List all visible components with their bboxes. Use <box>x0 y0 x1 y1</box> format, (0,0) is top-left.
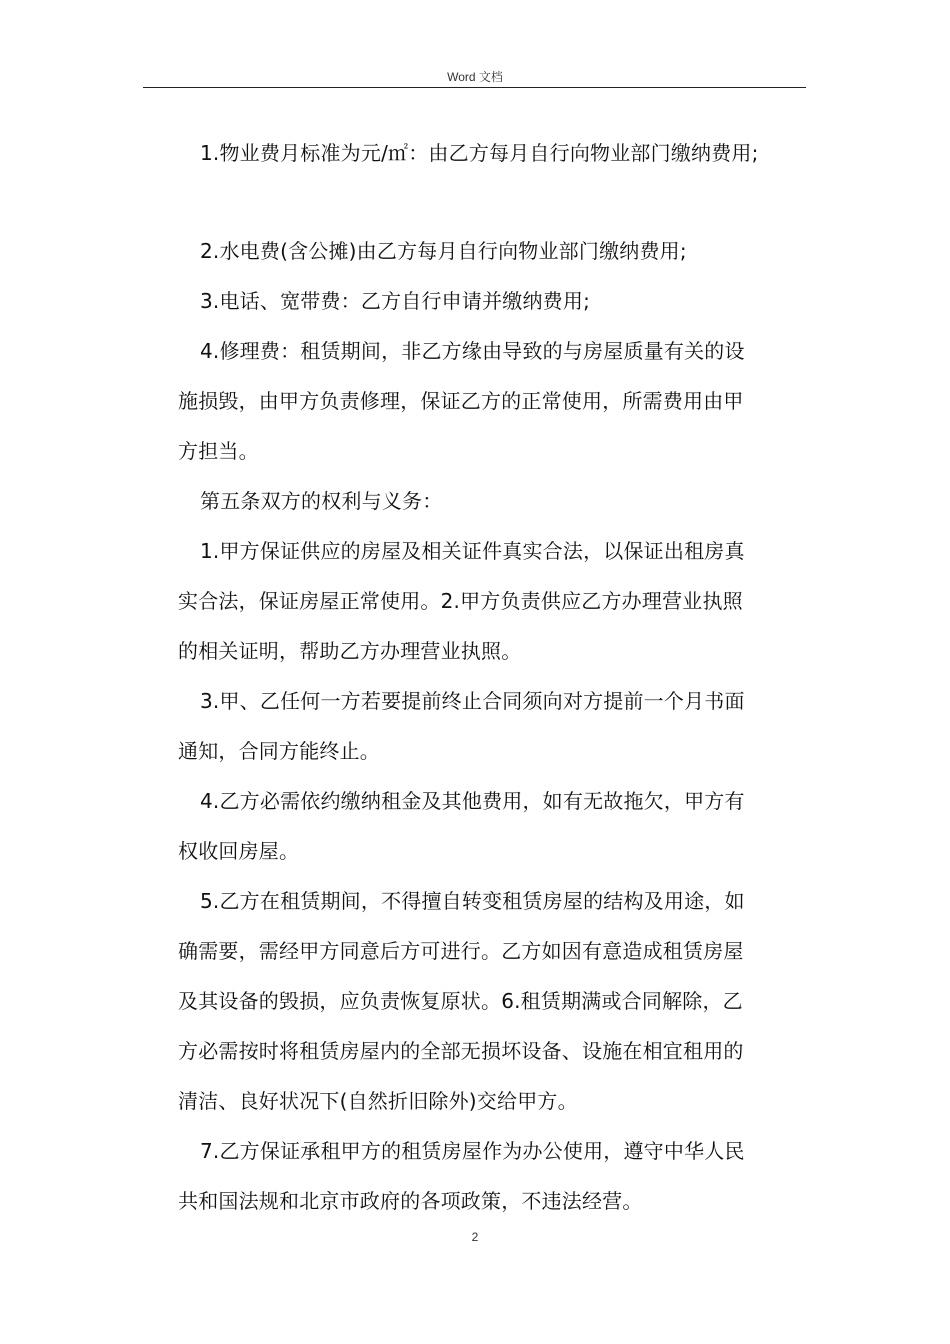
paragraph-line: 方担当。 <box>178 439 259 463</box>
header-title: Word 文档 <box>447 70 503 84</box>
paragraph-line: 5.乙方在租赁期间，不得擅自转变租赁房屋的结构及用途，如 <box>200 889 745 913</box>
paragraph-clause-7 <box>178 1126 804 1226</box>
paragraph-line: 1.甲方保证供应的房屋及相关证件真实合法，以保证出租房真 <box>200 539 745 563</box>
header-divider <box>143 87 806 88</box>
paragraph-clause-4 <box>178 776 804 876</box>
paragraph-clause-5-6 <box>178 876 804 1126</box>
paragraph-line: 方必需按时将租赁房屋内的全部无损坏设备、设施在相宜租用的 <box>178 1039 744 1063</box>
paragraph-line: 1.物业费月标准为元/㎡：由乙方每月自行向物业部门缴纳费用; <box>200 141 759 165</box>
paragraph-line: 共和国法规和北京市政府的各项政策，不违法经营。 <box>178 1189 643 1213</box>
document-body <box>178 128 804 1226</box>
paragraph-line: 通知，合同方能终止。 <box>178 739 380 763</box>
paragraph-line: 2.水电费(含公摊)由乙方每月自行向物业部门缴纳费用; <box>200 239 687 263</box>
section-heading-article-five <box>178 476 804 526</box>
paragraph-line: 4.乙方必需依约缴纳租金及其他费用，如有无故拖欠，甲方有 <box>200 789 745 813</box>
paragraph-line: 3.电话、宽带费：乙方自行申请并缴纳费用; <box>200 289 591 313</box>
paragraph-line: 确需要，需经甲方同意后方可进行。乙方如因有意造成租赁房屋 <box>178 939 744 963</box>
page-number: 2 <box>471 1230 479 1244</box>
paragraph-gap <box>178 178 804 226</box>
paragraph-line: 的相关证明，帮助乙方办理营业执照。 <box>178 639 522 663</box>
paragraph-line: 清洁、良好状况下(自然折旧除外)交给甲方。 <box>178 1089 578 1113</box>
paragraph-line: 实合法，保证房屋正常使用。2.甲方负责供应乙方办理营业执照 <box>178 589 743 613</box>
paragraph-line: 3.甲、乙任何一方若要提前终止合同须向对方提前一个月书面 <box>200 689 745 713</box>
paragraph-clause-3 <box>178 676 804 776</box>
paragraph-line: 及其设备的毁损，应负责恢复原状。6.租赁期满或合同解除，乙 <box>178 989 743 1013</box>
paragraph-repair-fee <box>178 326 804 476</box>
paragraph-line: 第五条双方的权利与义务： <box>200 489 443 513</box>
paragraph-phone-fee <box>178 276 804 326</box>
paragraph-line: 4.修理费：租赁期间，非乙方缘由导致的与房屋质量有关的设 <box>200 339 745 363</box>
paragraph-line: 7.乙方保证承租甲方的租赁房屋作为办公使用，遵守中华人民 <box>200 1139 745 1163</box>
paragraph-line: 权收回房屋。 <box>178 839 300 863</box>
paragraph-clause-1-2 <box>178 526 804 676</box>
paragraph-line: 施损毁，由甲方负责修理，保证乙方的正常使用，所需费用由甲 <box>178 389 744 413</box>
paragraph-utility-fee <box>178 226 804 276</box>
paragraph-property-fee <box>178 128 804 178</box>
